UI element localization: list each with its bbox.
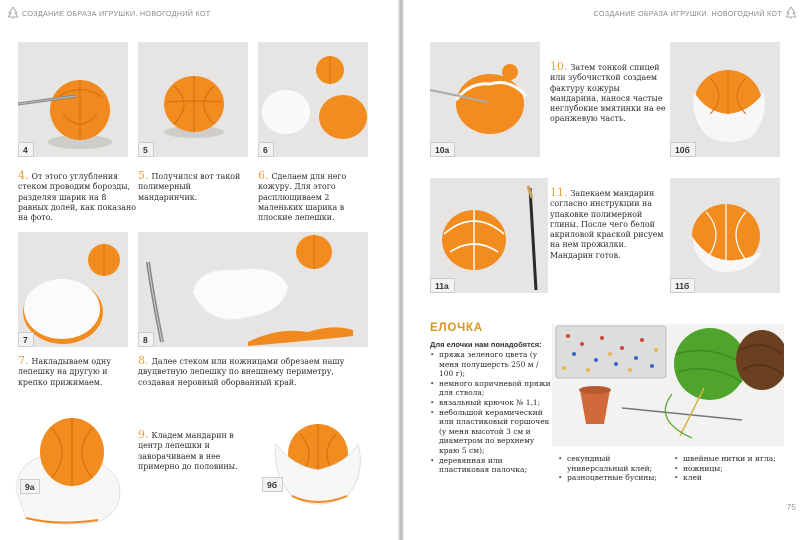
right-page	[404, 0, 802, 540]
photo-step-11a	[430, 178, 548, 293]
mandarin-on-disc-illustration	[8, 400, 128, 528]
running-title: СОЗДАНИЕ ОБРАЗА ИГРУШКИ. НОВОГОДНИЙ КОТ	[593, 8, 782, 18]
photo-step-5	[138, 42, 248, 157]
list-item: • пряжа зеленого цвета (у меня полушерсть 250 м / 100 г);	[430, 350, 554, 379]
photo-number: 9а	[20, 479, 40, 494]
photo-step-8	[138, 232, 368, 347]
photo-number: 7	[18, 332, 34, 347]
photo-step-7	[18, 232, 128, 347]
photo-number: 6	[258, 142, 274, 157]
running-header-left	[8, 7, 210, 19]
materials-intro: Для елочки нам понадобятся:	[430, 340, 542, 349]
baked-mandarin-brush-illustration	[430, 178, 548, 293]
photo-step-9b	[262, 404, 372, 522]
photo-step-10a	[430, 42, 540, 157]
textured-mandarin-illustration	[430, 42, 540, 157]
trimmed-disc-illustration	[138, 232, 368, 347]
photo-step-10b	[670, 42, 780, 157]
list-item: • ножницы;	[674, 464, 786, 474]
photo-number: 10а	[430, 142, 455, 157]
photo-number: 4	[18, 142, 34, 157]
list-item: • деревянная или пластиковая палочка;	[430, 456, 554, 475]
step-4-text: 4. От этого углубления стеком проводим борозды, разделяя шарик на 8 равных долей, как показано на фото.	[18, 169, 137, 223]
step-6-text: 6. Сделаем для него кожуру. Для этого расплющиваем 2 маленьких шарика в плоские лепешки.	[258, 169, 347, 223]
finished-mandarin-illustration	[670, 178, 780, 293]
list-item: • швейные нитки и игла;	[674, 454, 786, 464]
photo-number: 10б	[670, 142, 696, 157]
mandarin-tool-illustration	[18, 42, 128, 157]
materials-list-col3	[674, 454, 786, 483]
list-item: • вязальный крючок № 1,1;	[430, 398, 554, 408]
discs-illustration	[258, 42, 368, 157]
wrapped-mandarin-illustration	[262, 404, 372, 522]
photo-number: 8	[138, 332, 154, 347]
step-11-text: 11. Запекаем мандарин согласно инструкции на упаковке полимерной глины. После чего белой акриловой краской рисуем на нем прожилки. Мандарин готов.	[550, 186, 664, 260]
step-9-text: 9. Кладем мандарин в центр лепешки и заворачиваем в нее примерно до половины.	[138, 428, 238, 471]
materials-list-col2	[558, 454, 664, 483]
photo-step-9a	[8, 400, 128, 528]
fir-tree-icon	[786, 7, 796, 19]
photo-number: 11б	[670, 278, 695, 293]
step-5-text: 5. Получился вот такой полимерный мандаринчик.	[138, 169, 241, 202]
list-item: • разноцветные бусины;	[558, 473, 664, 483]
photo-materials	[552, 324, 784, 446]
mandarin-illustration	[138, 42, 248, 157]
photo-step-11b	[670, 178, 780, 293]
photo-number: 9б	[262, 477, 283, 492]
fir-tree-icon	[8, 7, 18, 19]
page-number: 75	[786, 502, 796, 512]
materials-list-col1	[430, 350, 554, 475]
list-item: • секундный универсальный клей;	[558, 454, 664, 473]
photo-number: 11а	[430, 278, 455, 293]
left-page	[0, 0, 398, 540]
photo-step-6	[258, 42, 368, 157]
list-item: • клей	[674, 473, 786, 483]
photo-step-4	[18, 42, 128, 157]
list-item: • небольшой керамический или пластиковый горшочек (у меня высотой 3 см и диаметром по верхнему краю 5 см);	[430, 408, 554, 456]
list-item: • немного коричневой пряжи для ствола;	[430, 379, 554, 398]
photo-number: 5	[138, 142, 154, 157]
wrapped-textured-mandarin-illustration	[670, 42, 780, 157]
stacked-disc-illustration	[18, 232, 128, 347]
step-10-text: 10. Затем тонкой спицей или зубочисткой создаем фактуру кожуры мандарина, нанося частые неглубокие вмятинки на ее оранжевую часть.	[550, 60, 666, 124]
running-header-right	[594, 7, 796, 19]
step-8-text: 8. Далее стеком или ножницами обрезаем нашу двуцветную лепешку по внешнему периметру, создавая неровный оборванный край.	[138, 354, 345, 387]
running-title: СОЗДАНИЕ ОБРАЗА ИГРУШКИ. НОВОГОДНИЙ КОТ	[22, 8, 211, 18]
step-7-text: 7. Накладываем одну лепешку на другую и крепко прижимаем.	[18, 354, 111, 387]
section-heading: ЕЛОЧКА	[430, 322, 483, 334]
materials-illustration	[552, 324, 784, 446]
